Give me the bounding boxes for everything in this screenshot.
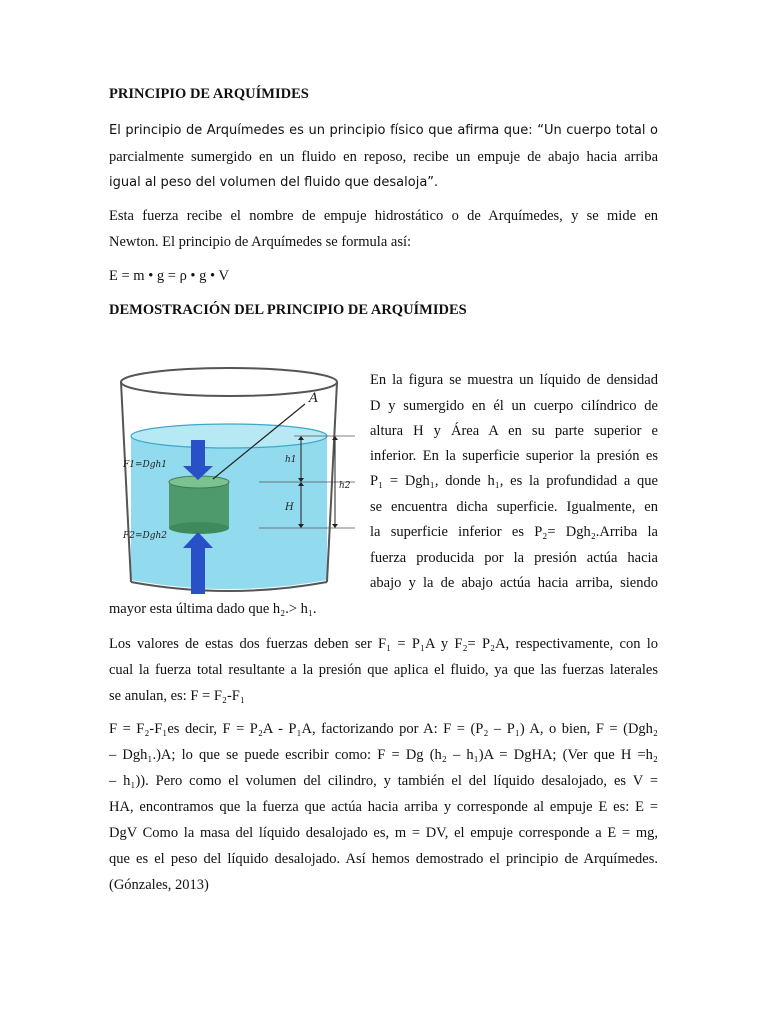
section-title-principle: PRINCIPIO DE ARQUÍMIDES [109, 86, 309, 102]
cylinder-body [169, 482, 229, 528]
text-line: abajo y la de abajo actúa hacia arriba, siendo [370, 575, 658, 591]
text-line: D y sumergido en él un cuerpo cilíndrico de [370, 398, 658, 414]
area-label: A [309, 391, 319, 406]
text-line: se anulan, es: F = F₂-F₁ [109, 688, 245, 704]
citation: (Gónzales, 2013) [109, 877, 209, 893]
text-line: DgV Como la masa del líquido desalojado es, m = DV, el empuje corresponde a E = mg, [109, 825, 658, 841]
text-line: parcialmente sumergido en un fluido en reposo, recibe un empuje de abajo hacia arriba [109, 149, 658, 165]
force-arrow-down-shaft [191, 440, 205, 466]
text-line: mayor esta última dado que h₂.> h₁. [109, 601, 317, 617]
text-line: Los valores de estas dos fuerzas deben ser F₁ = P₁A y F₂= P₂A, respectivamente, con lo [109, 636, 658, 652]
text-line: altura H y Área A en su parte superior e [370, 423, 658, 439]
text-line: – h₁)). Pero como el volumen del cilindro, y también el del líquido desalojado, es V = [109, 773, 658, 789]
archimedes-beaker-figure [109, 362, 359, 596]
text-line: Newton. El principio de Arquímedes se formula así: [109, 234, 412, 250]
text-line: – Dgh₁.)A; lo que se puede escribir como: F = Dg (h₂ – h₁)A = DgHA; (Ver que H =h₂ [109, 747, 658, 763]
h2-label: h2 [339, 481, 351, 491]
text-line: se encuentra dicha superficie. Igualmente, en [370, 499, 658, 515]
force-arrow-up-shaft [191, 548, 205, 594]
text-line: El principio de Arquímedes es un principio físico que afirma que: “Un cuerpo total o [109, 123, 658, 138]
text-line: igual al peso del volumen del fluido que desaloja”. [109, 175, 439, 190]
text-line: fuerza producida por la presión actúa hacia [370, 550, 658, 566]
text-line: cual la fuerza total resultante a la presión que aplica el fluido, ya que las fuerzas laterales [109, 662, 658, 678]
text-line: Esta fuerza recibe el nombre de empuje hidrostático o de Arquímedes, y se mide en [109, 208, 658, 224]
h1-label: h1 [285, 455, 297, 465]
text-line: la superficie inferior es P₂= Dgh₂.Arriba la [370, 524, 658, 540]
text-line: F = F₂-F₁es decir, F = P₂A - P₁A, factorizando por A: F = (P₂ – P₁) A, o bien, F = (Dgh₂ [109, 721, 658, 737]
force-f1-label: F1=Dgh1 [123, 460, 168, 470]
section-title-demonstration: DEMOSTRACIÓN DEL PRINCIPIO DE ARQUÍMIDES [109, 302, 467, 318]
text-line: HA, encontramos que la fuerza que actúa hacia arriba y corresponde al empuje E es: E = [109, 799, 658, 815]
text-line: inferior. En la superficie superior la presión es [370, 448, 658, 464]
archimedes-formula: E = m • g = ρ • g • V [109, 268, 229, 284]
force-f2-label: F2=Dgh2 [123, 531, 168, 541]
cylinder-bottom [169, 522, 229, 534]
text-line: que es el peso del líquido desalojado. Así hemos demostrado el principio de Arquímedes. [109, 851, 658, 867]
H-label: H [285, 502, 294, 513]
text-line: P₁ = Dgh₁, donde h₁, es la profundidad a que [370, 473, 658, 489]
text-line: En la figura se muestra un líquido de densidad [370, 372, 658, 388]
